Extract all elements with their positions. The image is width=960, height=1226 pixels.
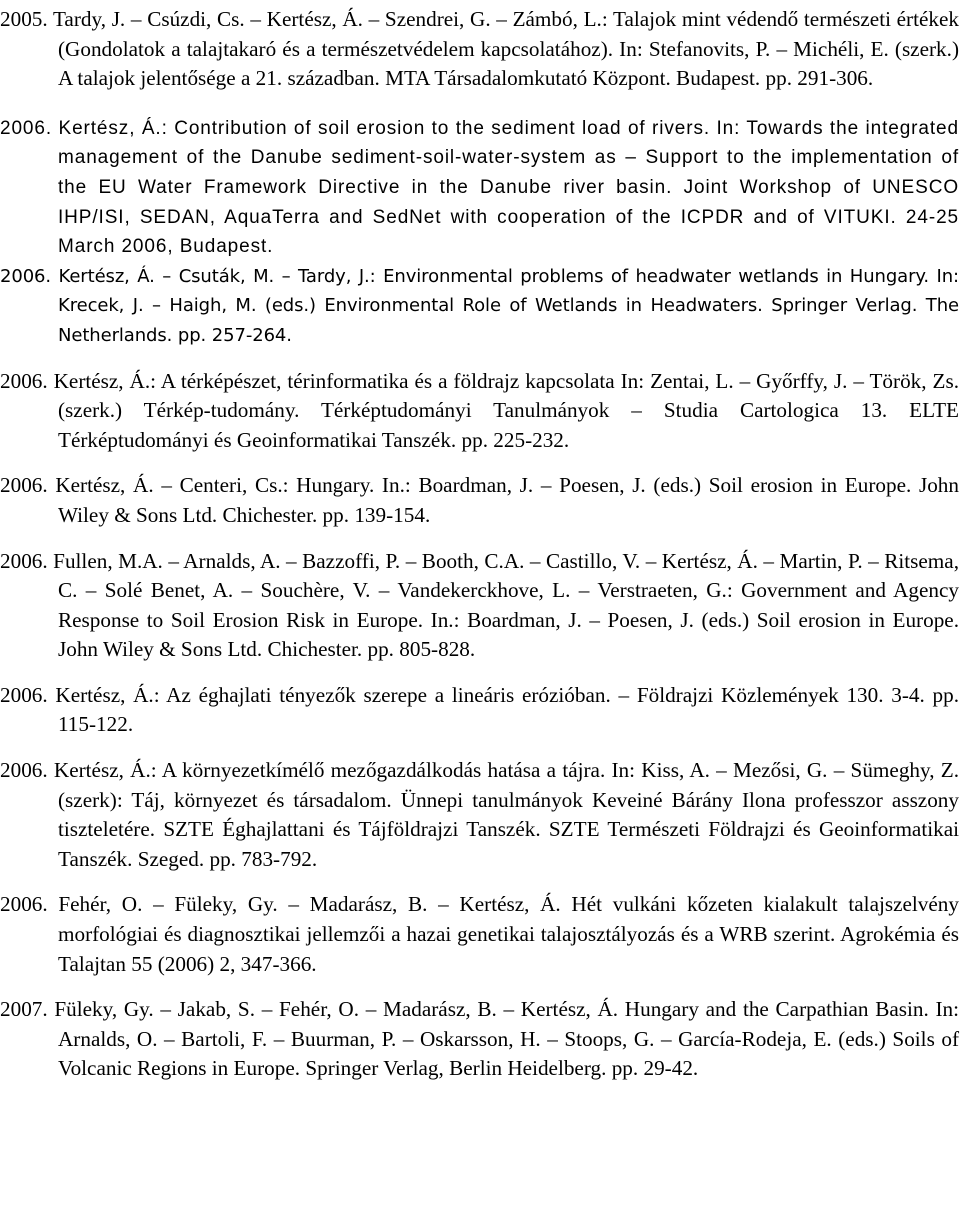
reference-entry: 2006. Fullen, M.A. – Arnalds, A. – Bazzoffi, P. – Booth, C.A. – Castillo, V. – Kertész, Á. – Martin, P. – Ritsema, C. – Solé Benet, A. – Souchère, V. – Vandekerckhove, L. – Verstraeten, G.: Government and Agency Response to Soil Erosion Risk in Europe. In.: Boardman, J. – Poesen, J. (eds.) Soil erosion in Europe. John Wiley & Sons Ltd. Chichester. pp. 805-828. (0, 548, 959, 662)
reference-entry: 2006. Kertész, Á.: A környezetkímélő mezőgazdálkodás hatása a tájra. In: Kiss, A. – Mezősi, G. – Sümeghy, Z. (szerk): Táj, környezet és társadalom. Ünnepi tanulmányok Keveiné Bárány Ilona professzor asszony tiszteletére. SZTE Éghajlattani és Tájföldrajzi Tanszék. SZTE Természeti Földrajzi és Geoinformatikai Tanszék. Szeged. pp. 783-792. (0, 758, 959, 871)
reference-entry: 2006. Fehér, O. – Füleky, Gy. – Madarász, B. – Kertész, Á. Hét vulkáni kőzeten kialakult talajszelvény morfológiai és diagnosztikai jellemzői a hazai genetikai talajosztályozás és a WRB szerint. Agrokémia és Talajtan 55 (2006) 2, 347-366. (0, 892, 959, 976)
reference-entry: 2006. Kertész, Á.: Contribution of soil erosion to the sediment load of rivers. In: Towards the integrated management of the Danube sediment-soil-water-system as – Support to the implementation of the EU Water Framework Directive in the Danube river basin. Joint Workshop of UNESCO IHP/ISI, SEDAN, AquaTerra and SedNet with cooperation of the ICPDR and of VITUKI. 24-25 March 2006, Budapest. (0, 117, 959, 258)
reference-entry: 2005. Tardy, J. – Csúzdi, Cs. – Kertész, Á. – Szendrei, G. – Zámbó, L.: Talajok mint védendő természeti értékek (Gondolatok a talajtakaró és a természetvédelem kapcsolatához). In: Stefanovits, P. – Michéli, E. (szerk.) A talajok jelentősége a 21. században. MTA Társadalomkutató Központ. Budapest. pp. 291-306. (0, 7, 959, 91)
reference-entry: 2006. Kertész, Á. – Centeri, Cs.: Hungary. In.: Boardman, J. – Poesen, J. (eds.) Soil erosion in Europe. John Wiley & Sons Ltd. Chichester. pp. 139-154. (0, 473, 959, 527)
reference-entry: 2007. Füleky, Gy. – Jakab, S. – Fehér, O. – Madarász, B. – Kertész, Á. Hungary and the Carpathian Basin. In: Arnalds, O. – Bartoli, F. – Buurman, P. – Oskarsson, H. – Stoops, G. – García-Rodeja, E. (eds.) Soils of Volcanic Regions in Europe. Springer Verlag, Berlin Heidelberg. pp. 29-42. (0, 997, 959, 1081)
reference-entry: 2006. Kertész, Á. – Csuták, M. – Tardy, J.: Environmental problems of headwater wetlands in Hungary. In: Krecek, J. – Haigh, M. (eds.) Environmental Role of Wetlands in Headwaters. Springer Verlag. The Netherlands. pp. 257-264. (0, 265, 959, 346)
reference-entry: 2006. Kertész, Á.: A térképészet, térinformatika és a földrajz kapcsolata In: Zentai, L. – Győrffy, J. – Török, Zs. (szerk.) Térkép-tudomány. Térképtudományi Tanulmányok – Studia Cartologica 13. ELTE Térképtudományi és Geoinformatikai Tanszék. pp. 225-232. (0, 368, 959, 452)
reference-entry: 2006. Kertész, Á.: Az éghajlati tényezők szerepe a lineáris erózióban. – Földrajzi Közlemények 130. 3-4. pp. 115-122. (0, 682, 959, 737)
